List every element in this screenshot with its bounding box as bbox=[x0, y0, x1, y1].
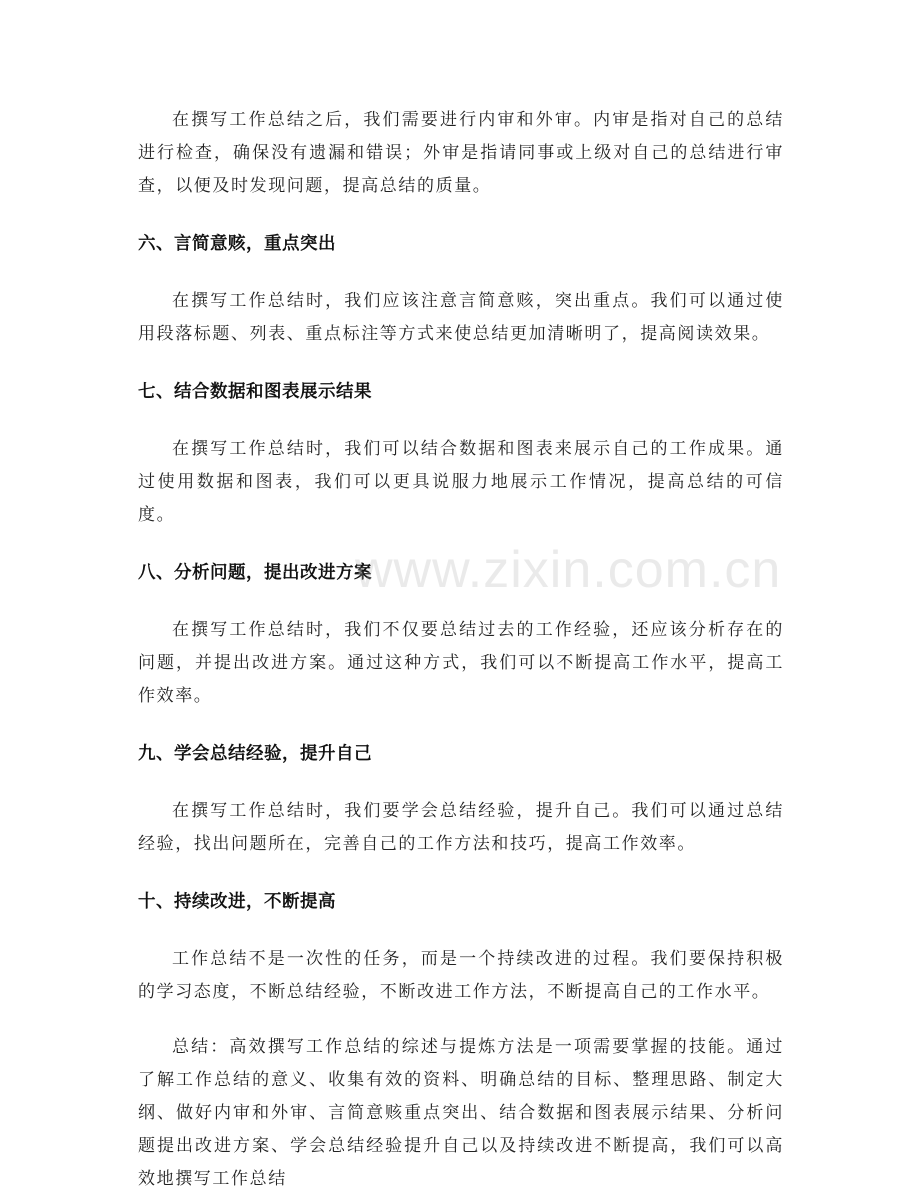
heading-section-9: 九、学会总结经验，提升自己 bbox=[138, 744, 372, 764]
spacer bbox=[138, 861, 784, 887]
paragraph-summary: 总结：高效撰写工作总结的综述与提炼方法是一项需要掌握的技能。通过了解工作总结的意义、收集有效的资料、明确总结的目标、整理思路、制定大纲、做好内审和外审、言简意赅重点突出、结合数据和图表展示结果、分析问题提出改进方案、学会总结经验提升自己以及持续改进不断提高，我们可以高效地撰写工作总结 bbox=[138, 1037, 784, 1189]
heading-section-7: 七、结合数据和图表展示结果 bbox=[138, 382, 372, 402]
spacer bbox=[138, 917, 784, 943]
spacer bbox=[138, 1009, 784, 1031]
spacer bbox=[138, 769, 784, 795]
spacer bbox=[138, 407, 784, 433]
paragraph-review: 在撰写工作总结之后，我们需要进行内审和外审。内审是指对自己的总结进行检查，确保没有遗漏和错误；外审是指请同事或上级对自己的总结进行审查，以便及时发现问题，提高总结的质量。 bbox=[138, 110, 784, 196]
spacer bbox=[138, 259, 784, 285]
paragraph-section-7: 在撰写工作总结时，我们可以结合数据和图表来展示自己的工作成果。通过使用数据和图表，我们可以更具说服力地展示工作情况，提高总结的可信度。 bbox=[138, 439, 784, 525]
watermark-text: www.zixin.com.cn bbox=[355, 541, 782, 599]
paragraph-section-6: 在撰写工作总结时，我们应该注意言简意赅，突出重点。我们可以通过使用段落标题、列表、重点标注等方式来使总结更加清晰明了，提高阅读效果。 bbox=[138, 291, 784, 344]
spacer bbox=[138, 532, 784, 558]
document-body bbox=[138, 104, 784, 1196]
heading-section-10: 十、持续改进，不断提高 bbox=[138, 892, 336, 912]
paragraph-section-8: 在撰写工作总结时，我们不仅要总结过去的工作经验，还应该分析存在的问题，并提出改进方案。通过这种方式，我们可以不断提高工作水平，提高工作效率。 bbox=[138, 620, 784, 706]
spacer bbox=[138, 203, 784, 229]
heading-section-6: 六、言简意赅，重点突出 bbox=[138, 234, 336, 254]
paragraph-section-10: 工作总结不是一次性的任务，而是一个持续改进的过程。我们要保持积极的学习态度，不断总结经验，不断改进工作方法，不断提高自己的工作水平。 bbox=[138, 949, 784, 1002]
paragraph-section-9: 在撰写工作总结时，我们要学会总结经验，提升自己。我们可以通过总结经验，找出问题所在，完善自己的工作方法和技巧，提高工作效率。 bbox=[138, 801, 784, 854]
heading-section-8: 八、分析问题，提出改进方案 bbox=[138, 563, 372, 583]
spacer bbox=[138, 588, 784, 614]
spacer bbox=[138, 713, 784, 739]
spacer bbox=[138, 351, 784, 377]
